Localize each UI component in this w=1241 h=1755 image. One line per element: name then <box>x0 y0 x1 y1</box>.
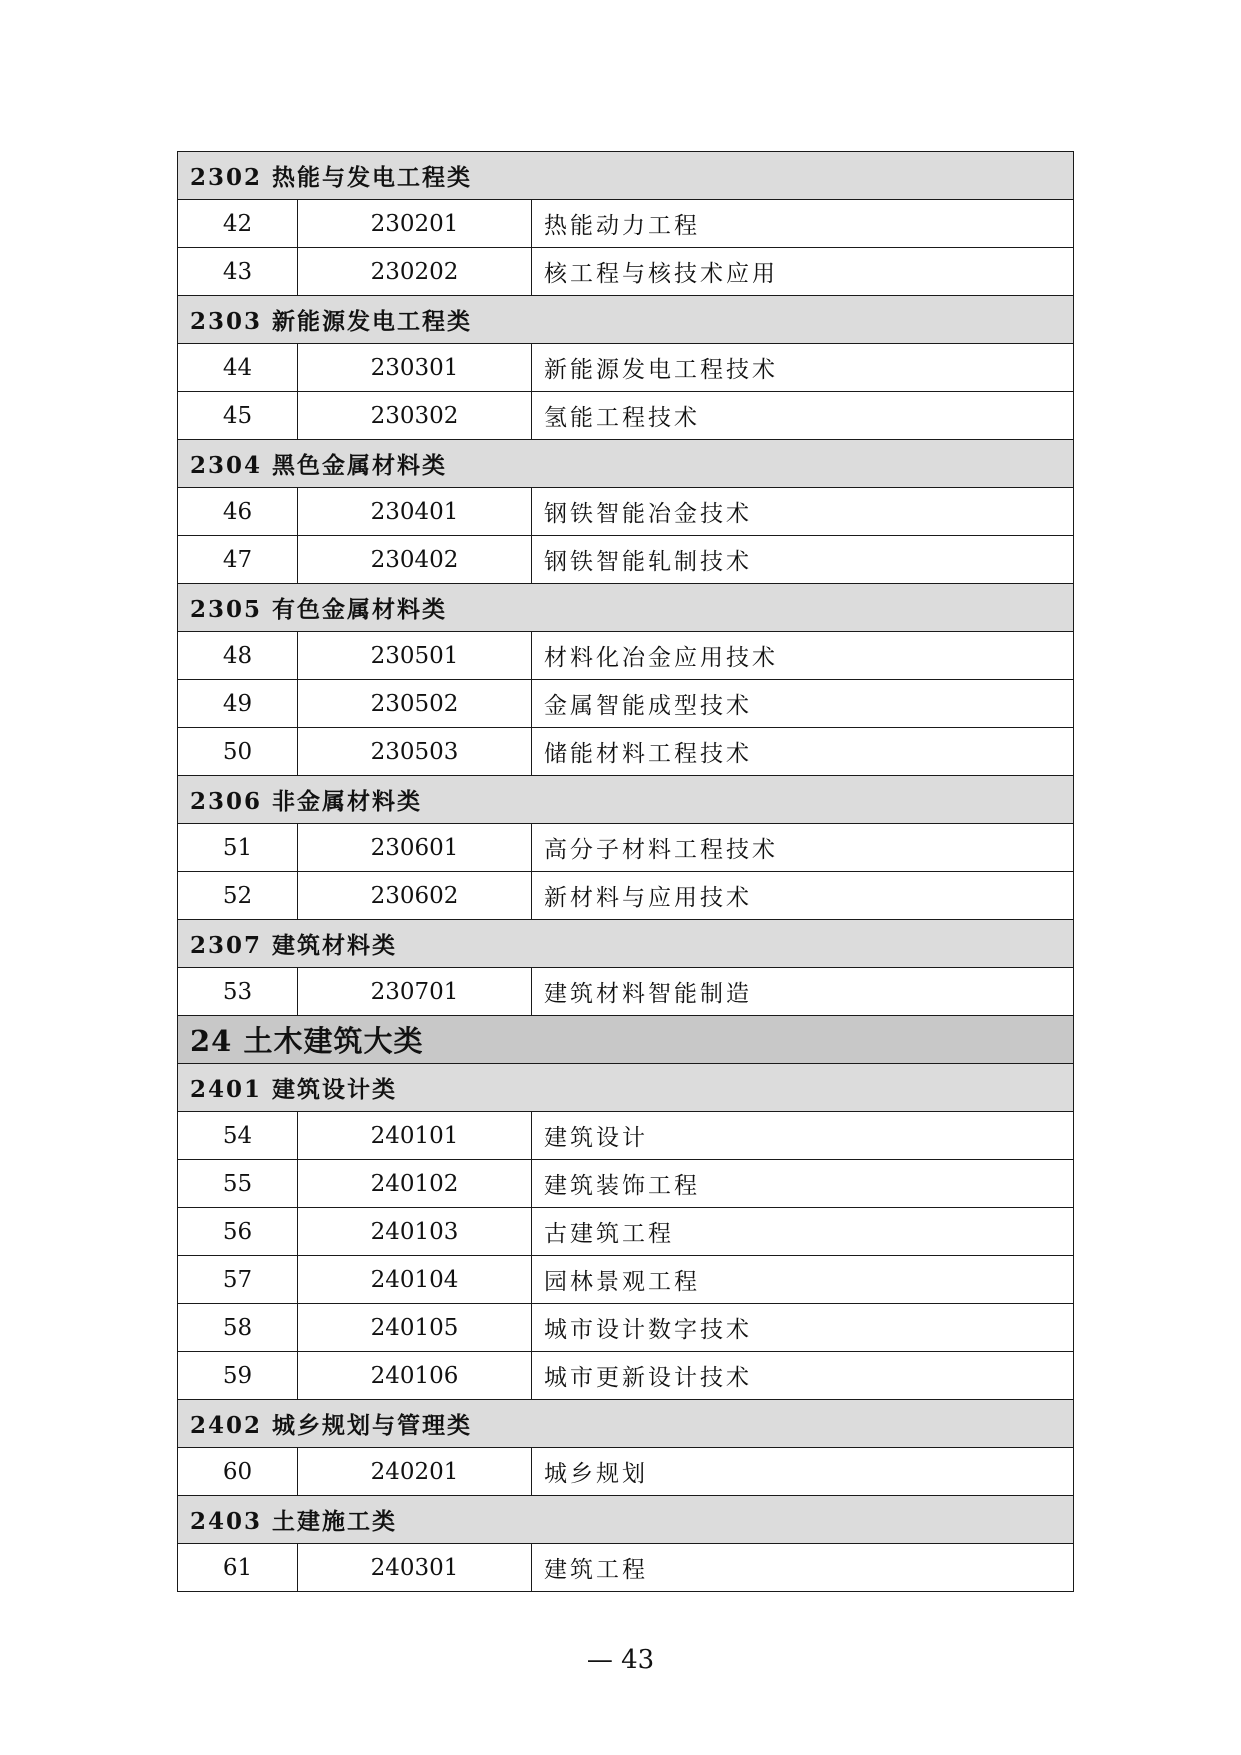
category-title: 2402 城乡规划与管理类 <box>178 1400 1074 1448</box>
major-category-title: 24 土木建筑大类 <box>178 1016 1074 1064</box>
table-row <box>178 680 1074 728</box>
program-name: 园林景观工程 <box>532 1256 1074 1304</box>
program-code: 230701 <box>298 968 532 1016</box>
program-code: 240201 <box>298 1448 532 1496</box>
category-row <box>178 584 1074 632</box>
category-row <box>178 1400 1074 1448</box>
table-row <box>178 1352 1074 1400</box>
category-row <box>178 1064 1074 1112</box>
program-name: 城市设计数字技术 <box>532 1304 1074 1352</box>
program-name: 城乡规划 <box>532 1448 1074 1496</box>
row-number: 49 <box>178 680 298 728</box>
category-title: 2401 建筑设计类 <box>178 1064 1074 1112</box>
program-name: 古建筑工程 <box>532 1208 1074 1256</box>
table-row <box>178 200 1074 248</box>
program-code: 240301 <box>298 1544 532 1592</box>
table-row <box>178 824 1074 872</box>
category-title: 2307 建筑材料类 <box>178 920 1074 968</box>
program-code: 230503 <box>298 728 532 776</box>
table-row <box>178 728 1074 776</box>
category-title: 2306 非金属材料类 <box>178 776 1074 824</box>
program-code: 240106 <box>298 1352 532 1400</box>
category-row <box>178 152 1074 200</box>
page-number: — 43 <box>586 1645 655 1675</box>
program-code: 230301 <box>298 344 532 392</box>
program-name: 城市更新设计技术 <box>532 1352 1074 1400</box>
program-name: 新能源发电工程技术 <box>532 344 1074 392</box>
table-row <box>178 488 1074 536</box>
row-number: 44 <box>178 344 298 392</box>
program-name: 建筑工程 <box>532 1544 1074 1592</box>
row-number: 58 <box>178 1304 298 1352</box>
table-row <box>178 248 1074 296</box>
program-code: 230302 <box>298 392 532 440</box>
program-name: 建筑设计 <box>532 1112 1074 1160</box>
program-name: 新材料与应用技术 <box>532 872 1074 920</box>
row-number: 50 <box>178 728 298 776</box>
program-code: 230401 <box>298 488 532 536</box>
category-row <box>178 1496 1074 1544</box>
row-number: 52 <box>178 872 298 920</box>
table-row <box>178 1208 1074 1256</box>
program-table <box>177 151 1074 1592</box>
row-number: 51 <box>178 824 298 872</box>
program-name: 钢铁智能冶金技术 <box>532 488 1074 536</box>
row-number: 61 <box>178 1544 298 1592</box>
row-number: 45 <box>178 392 298 440</box>
table-row <box>178 392 1074 440</box>
category-row <box>178 296 1074 344</box>
program-code: 230402 <box>298 536 532 584</box>
program-code: 240103 <box>298 1208 532 1256</box>
program-code: 230502 <box>298 680 532 728</box>
program-code: 240102 <box>298 1160 532 1208</box>
row-number: 60 <box>178 1448 298 1496</box>
row-number: 54 <box>178 1112 298 1160</box>
major-category-row <box>178 1016 1074 1064</box>
program-name: 建筑材料智能制造 <box>532 968 1074 1016</box>
category-title: 2403 土建施工类 <box>178 1496 1074 1544</box>
category-title: 2305 有色金属材料类 <box>178 584 1074 632</box>
row-number: 48 <box>178 632 298 680</box>
program-name: 建筑装饰工程 <box>532 1160 1074 1208</box>
table-row <box>178 632 1074 680</box>
table-row <box>178 968 1074 1016</box>
table-row <box>178 1160 1074 1208</box>
table-row <box>178 536 1074 584</box>
program-name: 钢铁智能轧制技术 <box>532 536 1074 584</box>
table-row <box>178 1544 1074 1592</box>
program-name: 材料化冶金应用技术 <box>532 632 1074 680</box>
table-row <box>178 1304 1074 1352</box>
table-row <box>178 344 1074 392</box>
row-number: 43 <box>178 248 298 296</box>
category-row <box>178 440 1074 488</box>
program-name: 热能动力工程 <box>532 200 1074 248</box>
program-code: 240104 <box>298 1256 532 1304</box>
program-code: 230201 <box>298 200 532 248</box>
row-number: 57 <box>178 1256 298 1304</box>
category-title: 2304 黑色金属材料类 <box>178 440 1074 488</box>
program-name: 核工程与核技术应用 <box>532 248 1074 296</box>
row-number: 55 <box>178 1160 298 1208</box>
table-row <box>178 1112 1074 1160</box>
program-code: 230501 <box>298 632 532 680</box>
program-code: 240105 <box>298 1304 532 1352</box>
program-code: 230602 <box>298 872 532 920</box>
table-row <box>178 1256 1074 1304</box>
row-number: 46 <box>178 488 298 536</box>
program-code: 240101 <box>298 1112 532 1160</box>
program-code: 230601 <box>298 824 532 872</box>
row-number: 53 <box>178 968 298 1016</box>
program-name: 金属智能成型技术 <box>532 680 1074 728</box>
row-number: 56 <box>178 1208 298 1256</box>
row-number: 59 <box>178 1352 298 1400</box>
table-row <box>178 1448 1074 1496</box>
table-row <box>178 872 1074 920</box>
program-name: 高分子材料工程技术 <box>532 824 1074 872</box>
category-title: 2302 热能与发电工程类 <box>178 152 1074 200</box>
program-name: 储能材料工程技术 <box>532 728 1074 776</box>
program-code: 230202 <box>298 248 532 296</box>
row-number: 47 <box>178 536 298 584</box>
program-name: 氢能工程技术 <box>532 392 1074 440</box>
category-title: 2303 新能源发电工程类 <box>178 296 1074 344</box>
category-row <box>178 776 1074 824</box>
category-row <box>178 920 1074 968</box>
row-number: 42 <box>178 200 298 248</box>
